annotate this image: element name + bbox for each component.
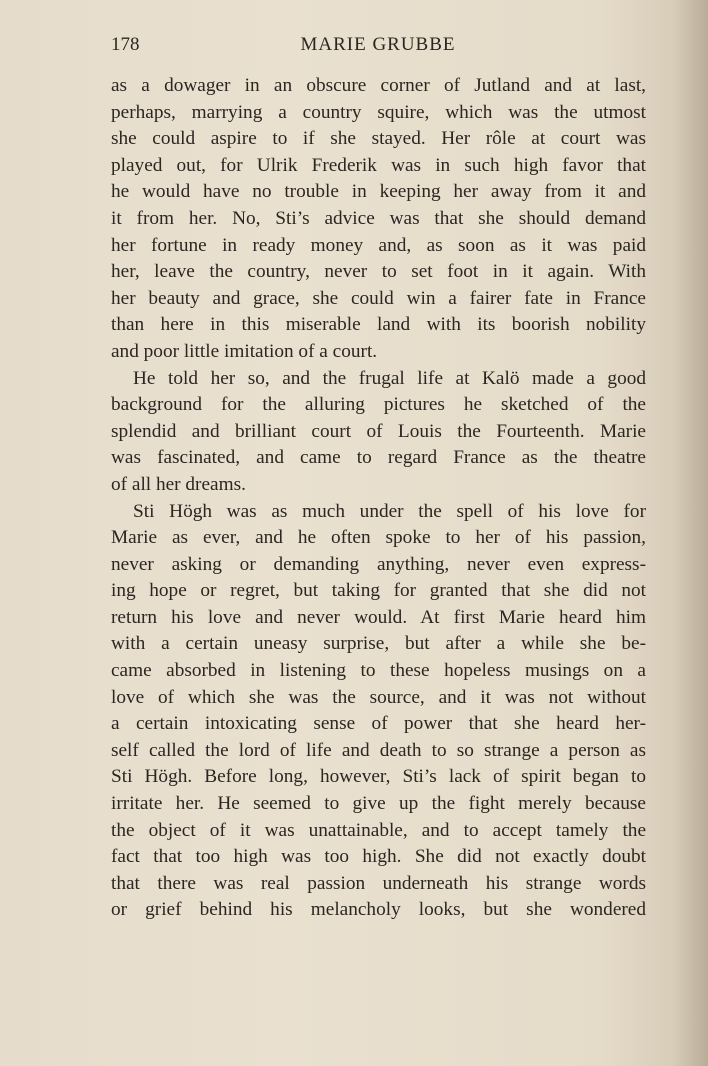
text-line: Marie as ever, and he often spoke to her of his passion, <box>111 527 646 549</box>
text-line: her, leave the country, never to set foot in it again. With <box>111 261 646 283</box>
text-line: splendid and brilliant court of Louis the Fourteenth. Marie <box>111 420 646 442</box>
text-line: she could aspire to if she stayed. Her rôle at court was <box>111 128 646 150</box>
text-line: perhaps, marrying a country squire, which was the utmost <box>111 101 646 123</box>
text-line: he would have no trouble in keeping her away from it and <box>111 181 646 203</box>
text-line: of all her dreams. <box>111 473 246 495</box>
page-body-text <box>111 73 646 924</box>
text-line: He told her so, and the frugal life at Kalö made a good <box>133 367 646 389</box>
text-line: return his love and never would. At first Marie heard him <box>111 606 646 628</box>
text-line: played out, for Ulrik Frederik was in such high favor that <box>111 154 646 176</box>
text-line: than here in this miserable land with its boorish nobility <box>111 314 646 336</box>
text-line: fact that too high was too high. She did not exactly doubt <box>111 846 646 868</box>
text-line: or grief behind his melancholy looks, but she wondered <box>111 899 646 921</box>
text-line: with a certain uneasy surprise, but after a while she be- <box>111 633 646 655</box>
text-line: as a dowager in an obscure corner of Jutland and at last, <box>111 75 646 96</box>
running-header <box>111 34 645 60</box>
text-line: love of which she was the source, and it was not without <box>111 686 646 708</box>
text-line: irritate her. He seemed to give up the fight merely because <box>111 793 646 815</box>
text-line: came absorbed in listening to these hopeless musings on a <box>111 660 646 682</box>
text-line: that there was real passion underneath his strange words <box>111 872 646 894</box>
text-line: the object of it was unattainable, and to accept tamely the <box>111 819 646 841</box>
text-line: Sti Högh. Before long, however, Sti’s lack of spirit began to <box>111 766 646 788</box>
text-line: her fortune in ready money and, as soon as it was paid <box>111 234 646 256</box>
text-line: ing hope or regret, but taking for granted that she did not <box>111 580 646 602</box>
running-title: MARIE GRUBBE <box>300 34 456 55</box>
page-number: 178 <box>111 34 140 55</box>
text-line: Sti Högh was as much under the spell of his love for <box>133 500 646 522</box>
text-line: background for the alluring pictures he sketched of the <box>111 394 646 416</box>
text-line: never asking or demanding anything, never even express- <box>111 553 646 575</box>
text-line: self called the lord of life and death to so strange a person as <box>111 739 646 761</box>
text-line: was fascinated, and came to regard France as the theatre <box>111 447 646 469</box>
text-line: and poor little imitation of a court. <box>111 340 378 362</box>
text-line: it from her. No, Sti’s advice was that she should demand <box>111 207 646 229</box>
text-line: a certain intoxicating sense of power that she heard her- <box>111 713 646 735</box>
text-line: her beauty and grace, she could win a fairer fate in France <box>111 287 646 309</box>
